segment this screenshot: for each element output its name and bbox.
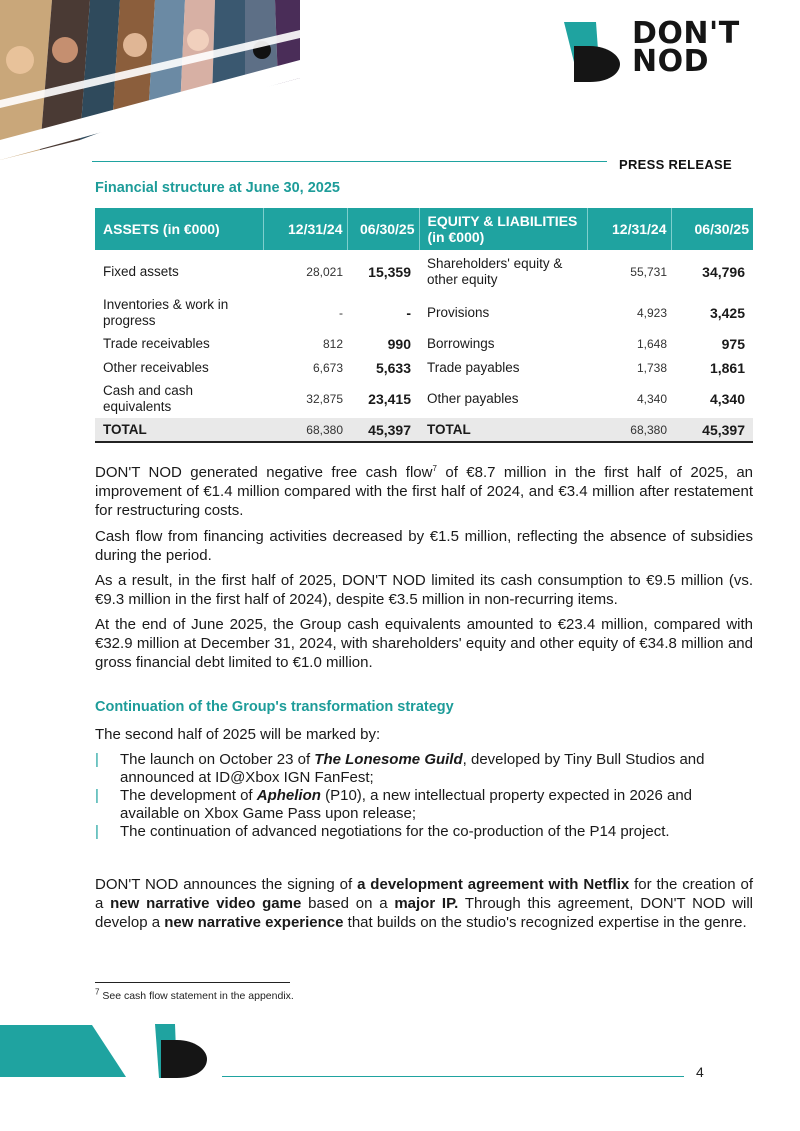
cell-label: Trade receivables [103, 336, 210, 351]
cell-value: 3,425 [709, 305, 745, 321]
financial-structure-title: Financial structure at June 30, 2025 [95, 180, 340, 196]
footnote-rule [95, 982, 290, 983]
footnote-number: 7 [95, 987, 100, 997]
cell-label: Cash and cash equivalents [103, 383, 194, 414]
table-total-row [95, 418, 753, 442]
cell-value: 990 [387, 336, 411, 352]
cell-label: Other payables [427, 391, 519, 406]
bullet-marker: | [95, 823, 99, 840]
cell-label: TOTAL [419, 418, 587, 442]
paragraph-cash-consumption: As a result, in the first half of 2025, DON'T NOD limited its cash consumption to €9.5 million (vs. €9.3 million in the first half of 2024), despite €3.5 million in non-recurring items. [95, 572, 753, 608]
footer-rule [222, 1076, 684, 1077]
cell-value: 45,397 [347, 418, 419, 442]
cell-value: 1,738 [636, 361, 667, 375]
cell-value: 55,731 [630, 265, 667, 279]
cell-value: 32,875 [306, 392, 343, 406]
paragraph-cash-equivalents: At the end of June 2025, the Group cash equivalents amounted to €23.4 million, compared with €32.9 million at December 31, 2024, with shareholders' equity and other equity of €34.8 million and gross financial debt limited to €1.0 million. [95, 616, 753, 671]
cell-value: - [406, 305, 411, 321]
header-artwork [0, 0, 310, 160]
list-item: | The continuation of advanced negotiations for the co-production of the P14 project. [95, 823, 670, 840]
text: of €8.7 million in the first half of 2025, an improvement of €1.4 million compared with the first half of 2024, and €3.4 million after restatement for restructuring costs. [95, 464, 754, 519]
paragraph-intro: The second half of 2025 will be marked by: [95, 726, 381, 743]
table-row [95, 380, 753, 418]
footnote [95, 987, 294, 1002]
table-row [95, 356, 753, 380]
cell-value: 28,021 [306, 265, 343, 279]
cell-value: 5,633 [375, 360, 411, 376]
cell-value: 975 [721, 336, 745, 352]
paragraph-financing: Cash flow from financing activities decreased by €1.5 million, reflecting the absence of subsidies during the period. [95, 528, 753, 564]
cell-value: 6,673 [312, 361, 343, 375]
cell-label: Other receivables [103, 360, 209, 375]
cell-value: - [339, 306, 343, 320]
list-item: | The development of Aphelion (P10), a new intellectual property expected in 2026 and available on Xbox Game Pass upon release; [95, 787, 693, 822]
table-header-row [95, 208, 753, 250]
cell-value: 4,340 [636, 392, 667, 406]
cell-label: TOTAL [95, 418, 263, 442]
cell-value: 1,648 [636, 337, 667, 351]
cell-value: 4,923 [636, 306, 667, 320]
list-item: | The launch on October 23 of The Lonesome Guild, developed by Tiny Bull Studios and announced at ID@Xbox IGN FanFest; [95, 751, 705, 786]
cell-label: Shareholders' equity & other equity [427, 256, 563, 287]
header-assets: ASSETS (in €000) [95, 208, 263, 250]
header-assets-2025: 06/30/25 [347, 208, 419, 250]
footnote-ref: 7 [432, 464, 437, 473]
transformation-title: Continuation of the Group's transformation strategy [95, 699, 454, 715]
cell-label: Provisions [427, 305, 490, 320]
financial-table [95, 208, 753, 443]
strategy-list [95, 751, 753, 841]
cell-label: Borrowings [427, 336, 495, 351]
paragraph-free-cash-flow [95, 463, 753, 520]
cell-label: Inventories & work in progress [103, 297, 229, 328]
logo-wordmark: DON'T NOD [632, 16, 740, 79]
header-equity-2025: 06/30/25 [671, 208, 753, 250]
cell-value: 23,415 [368, 391, 411, 407]
cell-label: Fixed assets [103, 264, 179, 279]
press-release-label: PRESS RELEASE [619, 157, 732, 172]
table-row [95, 294, 753, 332]
cell-value: 1,861 [709, 360, 745, 376]
header-rule [92, 161, 607, 162]
cell-label: Trade payables [427, 360, 520, 375]
bullet-marker: | [95, 751, 99, 768]
cell-value: 34,796 [702, 264, 745, 280]
cell-value: 68,380 [263, 418, 347, 442]
page-number: 4 [696, 1064, 704, 1080]
cell-value: 45,397 [671, 418, 753, 442]
cell-value: 15,359 [368, 264, 411, 280]
cell-value: 4,340 [709, 391, 745, 407]
paragraph-netflix: DON'T NOD announces the signing of a development agreement with Netflix for the creation of a new narrative video game based on a major IP. Through this agreement, DON'T NOD will develop a new narrative experience that builds on the studio's recognized expertise in the genre. [95, 876, 754, 931]
header-equity: EQUITY & LIABILITIES (in €000) [419, 208, 587, 250]
header-assets-2024: 12/31/24 [263, 208, 347, 250]
bullet-marker: | [95, 787, 99, 804]
footer-logo-mark [153, 1024, 209, 1078]
table-row [95, 332, 753, 356]
header-equity-2024: 12/31/24 [587, 208, 671, 250]
text: DON'T NOD generated negative free cash flow [95, 464, 433, 481]
cell-value: 812 [322, 337, 343, 351]
footnote-text: See cash flow statement in the appendix. [99, 990, 294, 1002]
table-row [95, 250, 753, 294]
footer-teal-shape [0, 1025, 130, 1077]
cell-value: 68,380 [587, 418, 671, 442]
